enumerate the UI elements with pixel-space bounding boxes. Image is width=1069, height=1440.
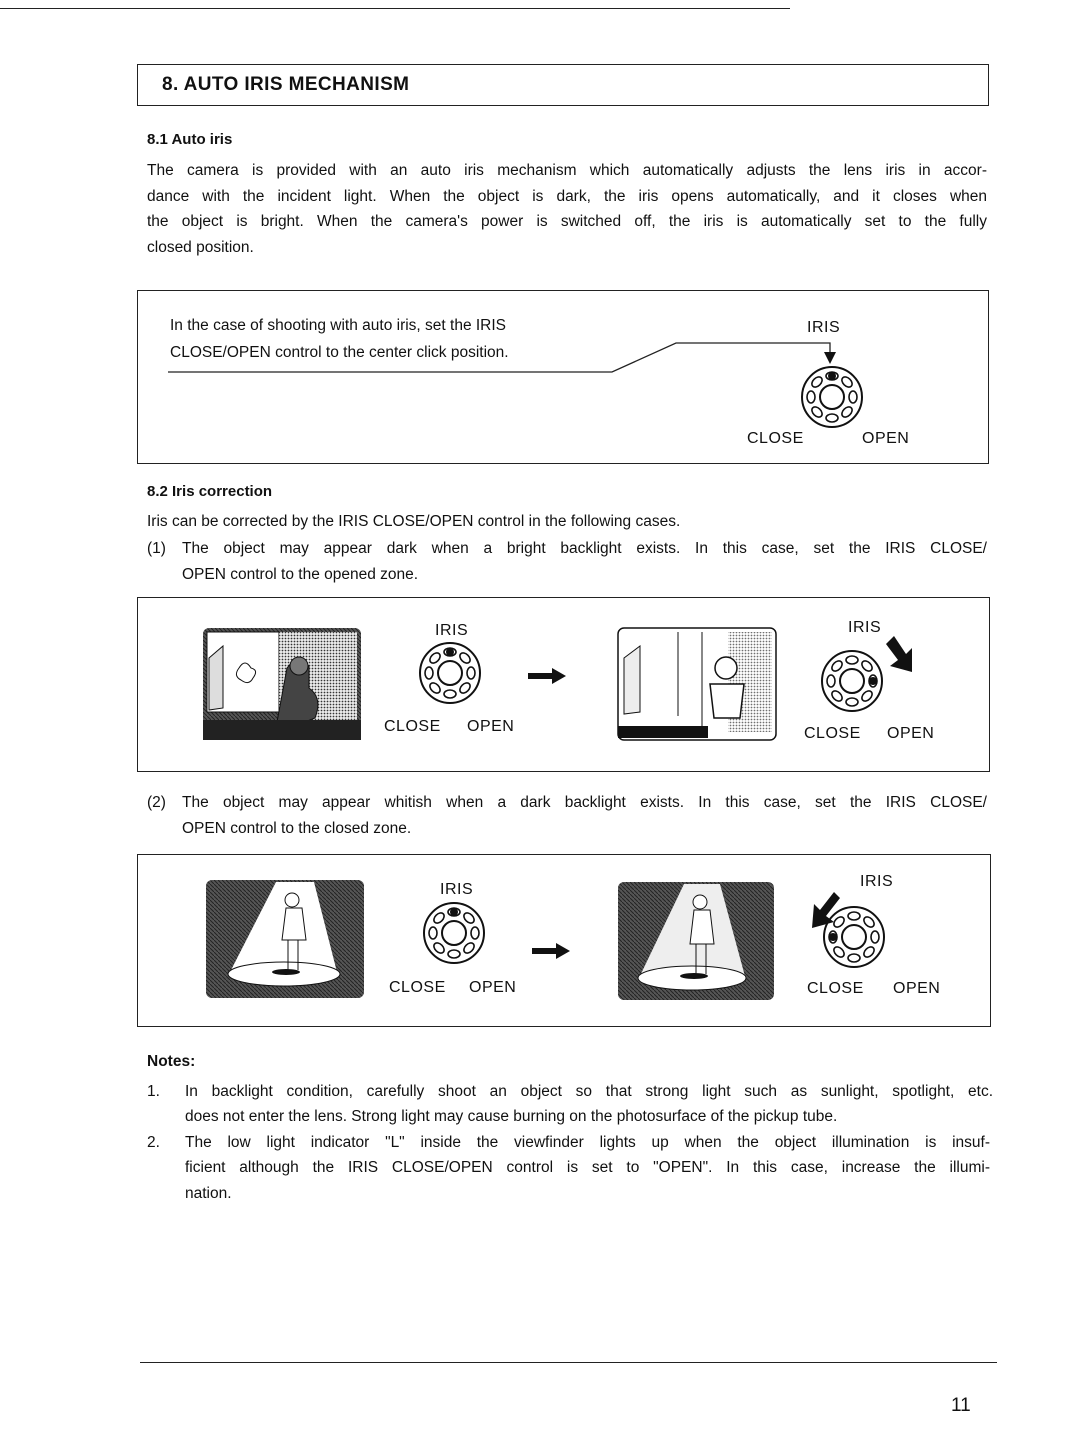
case-2-number: (2) — [147, 794, 166, 811]
case-2-dial-after-icon — [812, 892, 922, 972]
case-2-open-label-after: OPEN — [893, 980, 941, 997]
iris-label: IRIS — [807, 319, 841, 336]
case-1-dial-after-icon — [820, 648, 920, 718]
case-2-line-2: OPEN control to the closed zone. — [182, 820, 412, 837]
close-label: CLOSE — [747, 430, 804, 447]
case-1-arrow-icon — [528, 668, 568, 684]
case-2-close-label-before: CLOSE — [389, 979, 446, 996]
corrected-backlit-scene-image — [618, 628, 776, 740]
case-1-close-label-after: CLOSE — [804, 725, 861, 742]
case-1-close-label-before: CLOSE — [384, 718, 441, 735]
auto-iris-line-3: the object is bright. When the camera's power is switched off, the iris is automatically set to the fully — [147, 213, 987, 230]
case-1-line-2: OPEN control to the opened zone. — [182, 566, 419, 583]
note-2-number: 2. — [147, 1134, 160, 1151]
case-1-iris-label-after: IRIS — [848, 619, 882, 636]
note-2-line-1: The low light indicator "L" inside the viewfinder lights up when the object illumination is insuf- — [185, 1134, 990, 1151]
iris-dial-icon — [800, 364, 870, 434]
case-1-dial-before-icon — [418, 640, 488, 710]
note-1-line-2: does not enter the lens. Strong light may cause burning on the photosurface of the pickup tube. — [185, 1108, 838, 1125]
note-1-number: 1. — [147, 1083, 160, 1100]
case-1-iris-label-before: IRIS — [435, 622, 469, 639]
iris-correction-intro: Iris can be corrected by the IRIS CLOSE/OPEN control in the following cases. — [147, 513, 681, 530]
auto-iris-box-line-2: CLOSE/OPEN control to the center click position. — [170, 344, 509, 361]
case-2-open-label-before: OPEN — [469, 979, 517, 996]
auto-iris-line-4: closed position. — [147, 239, 254, 256]
case-1-open-label-before: OPEN — [467, 718, 515, 735]
section-title: 8. AUTO IRIS MECHANISM — [162, 74, 410, 95]
open-label: OPEN — [862, 430, 910, 447]
page-number: 11 — [951, 1395, 971, 1416]
dark-backlit-scene-image — [203, 628, 361, 740]
bottom-rule — [140, 1362, 997, 1363]
corrected-spotlight-scene-image — [618, 882, 774, 1000]
case-2-arrow-icon — [532, 943, 572, 959]
note-2-line-3: nation. — [185, 1185, 232, 1202]
iris-correction-heading: 8.2 Iris correction — [147, 483, 273, 500]
case-1-number: (1) — [147, 540, 166, 557]
case-2-close-label-after: CLOSE — [807, 980, 864, 997]
notes-heading: Notes: — [147, 1053, 196, 1070]
case-1-line-1: The object may appear dark when a bright backlight exists. In this case, set the IRIS CLOSE/ — [182, 540, 987, 557]
case-2-iris-label-before: IRIS — [440, 881, 474, 898]
case-2-dial-before-icon — [422, 900, 492, 970]
note-1-line-1: In backlight condition, carefully shoot an object so that strong light such as sunlight, spotlight, etc. — [185, 1083, 993, 1100]
case-1-open-label-after: OPEN — [887, 725, 935, 742]
auto-iris-line-2: dance with the incident light. When the object is dark, the iris opens automatically, and it closes when — [147, 188, 987, 205]
auto-iris-box-line-1: In the case of shooting with auto iris, set the IRIS — [170, 317, 507, 334]
case-2-line-1: The object may appear whitish when a dark backlight exists. In this case, set the IRIS CLOSE/ — [182, 794, 987, 811]
auto-iris-line-1: The camera is provided with an auto iris mechanism which automatically adjusts the lens iris in accor- — [147, 162, 987, 179]
case-2-iris-label-after: IRIS — [860, 873, 894, 890]
whitish-spotlight-scene-image — [206, 880, 364, 998]
note-2-line-2: ficient although the IRIS CLOSE/OPEN control is set to "OPEN". In this case, increase the illumi- — [185, 1159, 990, 1176]
auto-iris-heading: 8.1 Auto iris — [147, 131, 233, 148]
